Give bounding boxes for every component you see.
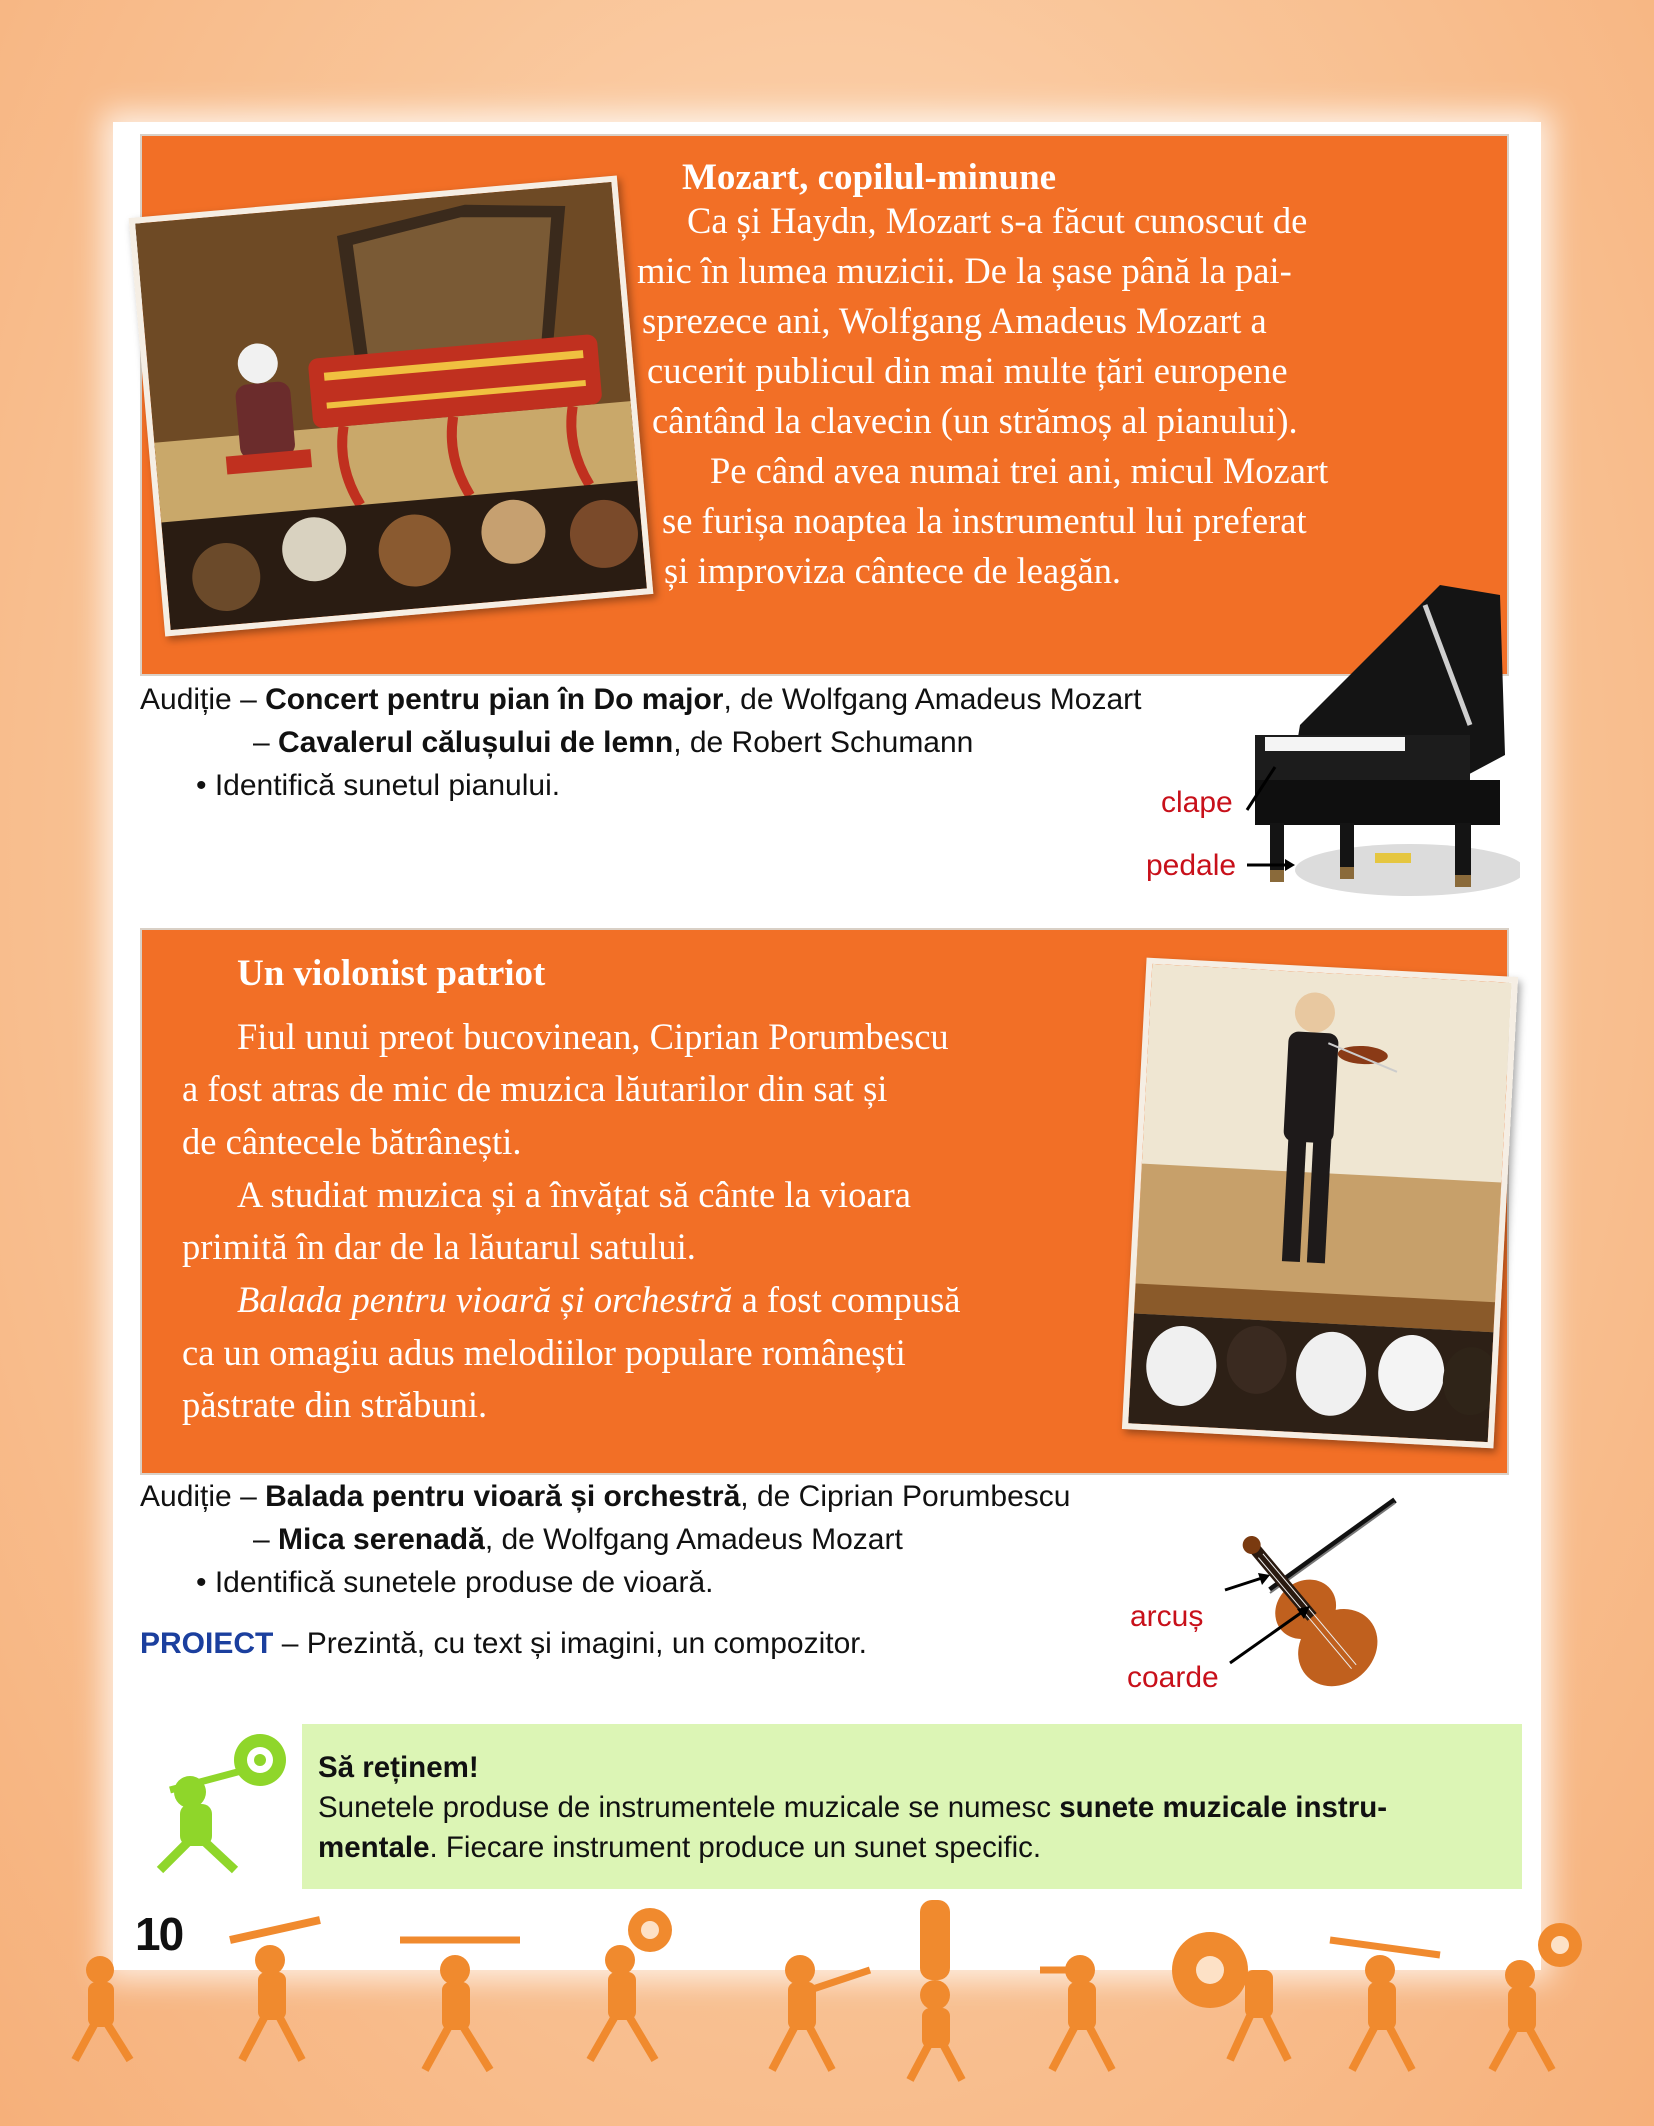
porumbescu-line-5: primită în dar de la lăutarul satului. <box>182 1226 696 1267</box>
remember-box <box>302 1724 1522 1889</box>
mozart-line-6: Pe când avea numai trei ani, micul Mozart <box>710 450 1329 491</box>
audition-2-task: • Identifică sunetele produse de vioară. <box>196 1566 714 1599</box>
porumbescu-title: Un violonist patriot <box>237 953 546 994</box>
porumbescu-line-7: ca un omagiu adus melodiilor populare românești <box>182 1332 906 1373</box>
porumbescu-line-8: păstrate din străbuni. <box>182 1384 488 1425</box>
mozart-line-8: și improviza cântece de leagăn. <box>664 550 1122 591</box>
mozart-line-5: cântând la clavecin (un strămoș al pianului). <box>652 400 1298 441</box>
project-label: PROIECT <box>140 1627 274 1660</box>
audition-1-line-1: Audiție – Concert pentru pian în Do major, de Wolfgang Amadeus Mozart <box>140 683 1142 716</box>
trombone-player-icon <box>150 1730 290 1880</box>
porumbescu-line-3: de cântecele bătrânești. <box>182 1121 522 1162</box>
porumbescu-line-1: Fiul unui preot bucovinean, Ciprian Porumbescu <box>237 1016 949 1057</box>
audition-1-task: • Identifică sunetul pianului. <box>196 769 561 802</box>
remember-text-1: Sunetele produse de instrumentele muzicale se numesc sunete muzicale instru- <box>318 1791 1388 1824</box>
porumbescu-line-2: a fost atras de mic de muzica lăutarilor din sat și <box>182 1068 888 1109</box>
project-line: PROIECT – Prezintă, cu text și imagini, un compozitor. <box>140 1627 867 1660</box>
piano-keys-label: clape <box>1161 786 1233 819</box>
mozart-line-2: mic în lumea muzicii. De la șase până la pai- <box>637 250 1292 291</box>
violin-bow-label: arcuș <box>1130 1600 1204 1633</box>
remember-text-2: mentale. Fiecare instrument produce un sunet specific. <box>318 1831 1042 1864</box>
violin-strings-label: coarde <box>1127 1661 1219 1694</box>
audition-2-line-1: Audiție – Balada pentru vioară și orchestră, de Ciprian Porumbescu <box>140 1480 1071 1513</box>
mozart-title: Mozart, copilul-minune <box>682 157 1057 198</box>
piano-label-arrows <box>1235 755 1295 875</box>
audition-1-line-2: – Cavalerul călușului de lemn, de Robert Schumann <box>253 726 974 759</box>
porumbescu-line-6: Balada pentru vioară și orchestră a fost compusă <box>237 1279 961 1320</box>
violinist-image <box>1122 958 1518 1449</box>
porumbescu-line-4: A studiat muzica și a învățat să cânte la vioara <box>237 1174 911 1215</box>
mozart-line-7: se furișa noaptea la instrumentul lui preferat <box>662 500 1307 541</box>
mozart-line-4: cucerit publicul din mai multe țări europene <box>647 350 1288 391</box>
mozart-harpsichord-image <box>129 175 654 636</box>
mozart-line-3: sprezece ani, Wolfgang Amadeus Mozart a <box>642 300 1267 341</box>
mozart-line-1: Ca și Haydn, Mozart s-a făcut cunoscut de <box>687 200 1308 241</box>
page-number: 10 <box>135 1908 183 1960</box>
remember-title: Să reținem! <box>318 1751 479 1784</box>
piano-pedals-label: pedale <box>1146 849 1237 882</box>
violin-image <box>1210 1495 1460 1695</box>
audition-2-line-2: – Mica serenadă, de Wolfgang Amadeus Mozart <box>253 1523 903 1556</box>
marching-band-border <box>40 1880 1620 2095</box>
